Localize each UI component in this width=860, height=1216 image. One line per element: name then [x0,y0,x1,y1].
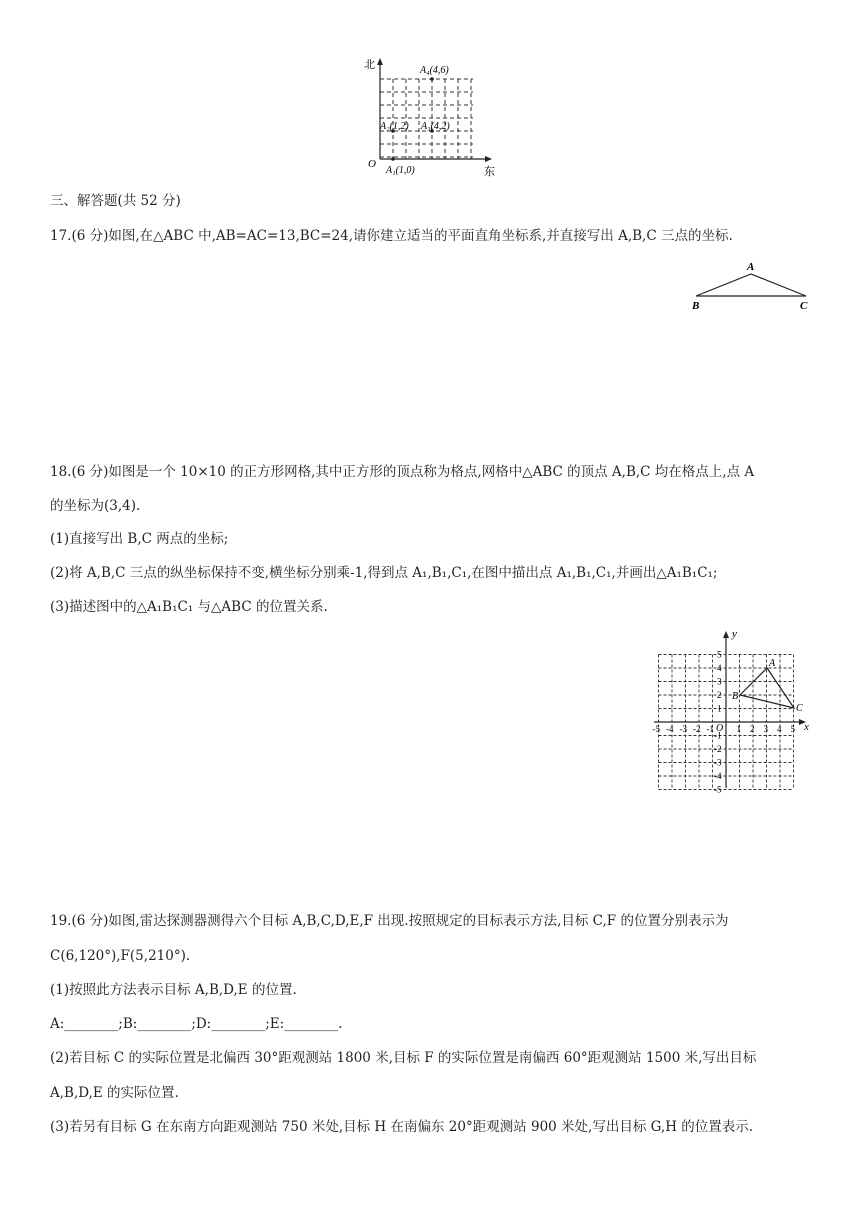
q18-line2: 的坐标为(3,4). [50,498,141,514]
vertex-b-label: B [732,691,739,702]
x-axis-label: x [804,721,809,733]
y-tick-label: -3 [714,757,722,768]
origin-label: O [716,723,724,734]
vertex-c-label: C [796,703,803,714]
y-axis-arrow [723,631,729,638]
section-heading: 三、解答题(共 52 分) [50,193,181,209]
triangle-abc [696,274,806,296]
east-label: 东 [484,166,495,178]
y-tick-label: -2 [714,744,722,754]
origin-label: O [368,158,376,170]
x-tick-label: 1 [736,724,741,734]
q19-part2-line2: A,B,D,E 的实际位置. [50,1085,179,1101]
y-tick-label: 3 [717,676,722,687]
label-a2: A₂(1,2) [380,121,409,132]
q17-triangle-figure [688,258,818,314]
x-tick-labels [653,724,796,734]
y-tick-label: 4 [717,663,722,673]
vertex-c-label: C [800,300,808,312]
x-tick-label: -3 [679,724,687,734]
label-a1: A₁(1,0) [386,165,415,176]
q17-text: 17.(6 分)如图,在△ABC 中,AB=AC=13,BC=24,请你建立适当的平面直角坐标系,并直接写出 A,B,C 三点的坐标. [50,228,733,244]
x-tick-label: 3 [763,724,768,734]
x-tick-label: 4 [777,724,782,734]
q19-part1: (1)按照此方法表示目标 A,B,D,E 的位置. [50,982,297,998]
east-arrow [485,156,492,162]
x-tick-label: -2 [693,724,701,734]
x-tick-label: -4 [666,724,674,734]
point-a1 [391,157,395,161]
q18-part2: (2)将 A,B,C 三点的纵坐标保持不变,横坐标分别乘-1,得到点 A₁,B₁,C₁,在图中描出点 A₁,B₁,C₁,并画出△A₁B₁C₁; [50,565,718,581]
figure-direction-grid [360,52,500,182]
north-label: 北 [364,59,375,71]
q18-line1: 18.(6 分)如图是一个 10×10 的正方形网格,其中正方形的顶点称为格点,网格中△ABC 的顶点 A,B,C 均在格点上,点 A [50,464,755,480]
y-tick-label: -1 [714,730,722,741]
q19-part3: (3)若另有目标 G 在东南方向距观测站 750 米处,目标 H 在南偏东 20°距观测站 900 米处,写出目标 G,H 的位置表示. [50,1119,754,1135]
point-a4 [430,77,434,81]
north-arrow [377,58,383,65]
vertex-b-label: B [692,300,700,312]
q19-line2: C(6,120°),F(5,210°). [50,948,191,964]
q19-part2-line1: (2)若目标 C 的实际位置是北偏西 30°距观测站 1800 米,目标 F 的实际位置是南偏西 60°距观测站 1500 米,写出目标 [50,1050,757,1066]
q19-answer-blanks: A:________;B:________;D:________;E:________. [50,1016,343,1032]
q18-part1: (1)直接写出 B,C 两点的坐标; [50,531,229,547]
q18-coordinate-grid [650,626,815,796]
y-tick-label: 5 [717,649,722,660]
y-tick-label: -4 [714,771,722,781]
label-a4: A₄(4,6) [420,65,449,76]
grid-lines [380,79,473,159]
q18-part3: (3)描述图中的△A₁B₁C₁ 与△ABC 的位置关系. [50,599,328,615]
y-tick-label: 1 [717,703,722,714]
x-tick-label: -5 [652,724,660,734]
vertex-a-label: A [769,658,776,669]
x-tick-label: 5 [790,724,795,734]
y-tick-label: 2 [717,690,722,700]
y-tick-label: -5 [714,784,722,795]
vertex-a-label: A [747,261,755,273]
x-tick-label: 2 [750,724,755,734]
q19-line1: 19.(6 分)如图,雷达探测器测得六个目标 A,B,C,D,E,F 出现.按照规定的目标表示方法,目标 C,F 的位置分别表示为 [50,913,729,929]
triangle-abc [740,668,794,708]
x-tick-label: -1 [706,724,714,734]
label-a3: A₃(4,2) [421,121,450,132]
y-axis-label: y [732,628,737,640]
